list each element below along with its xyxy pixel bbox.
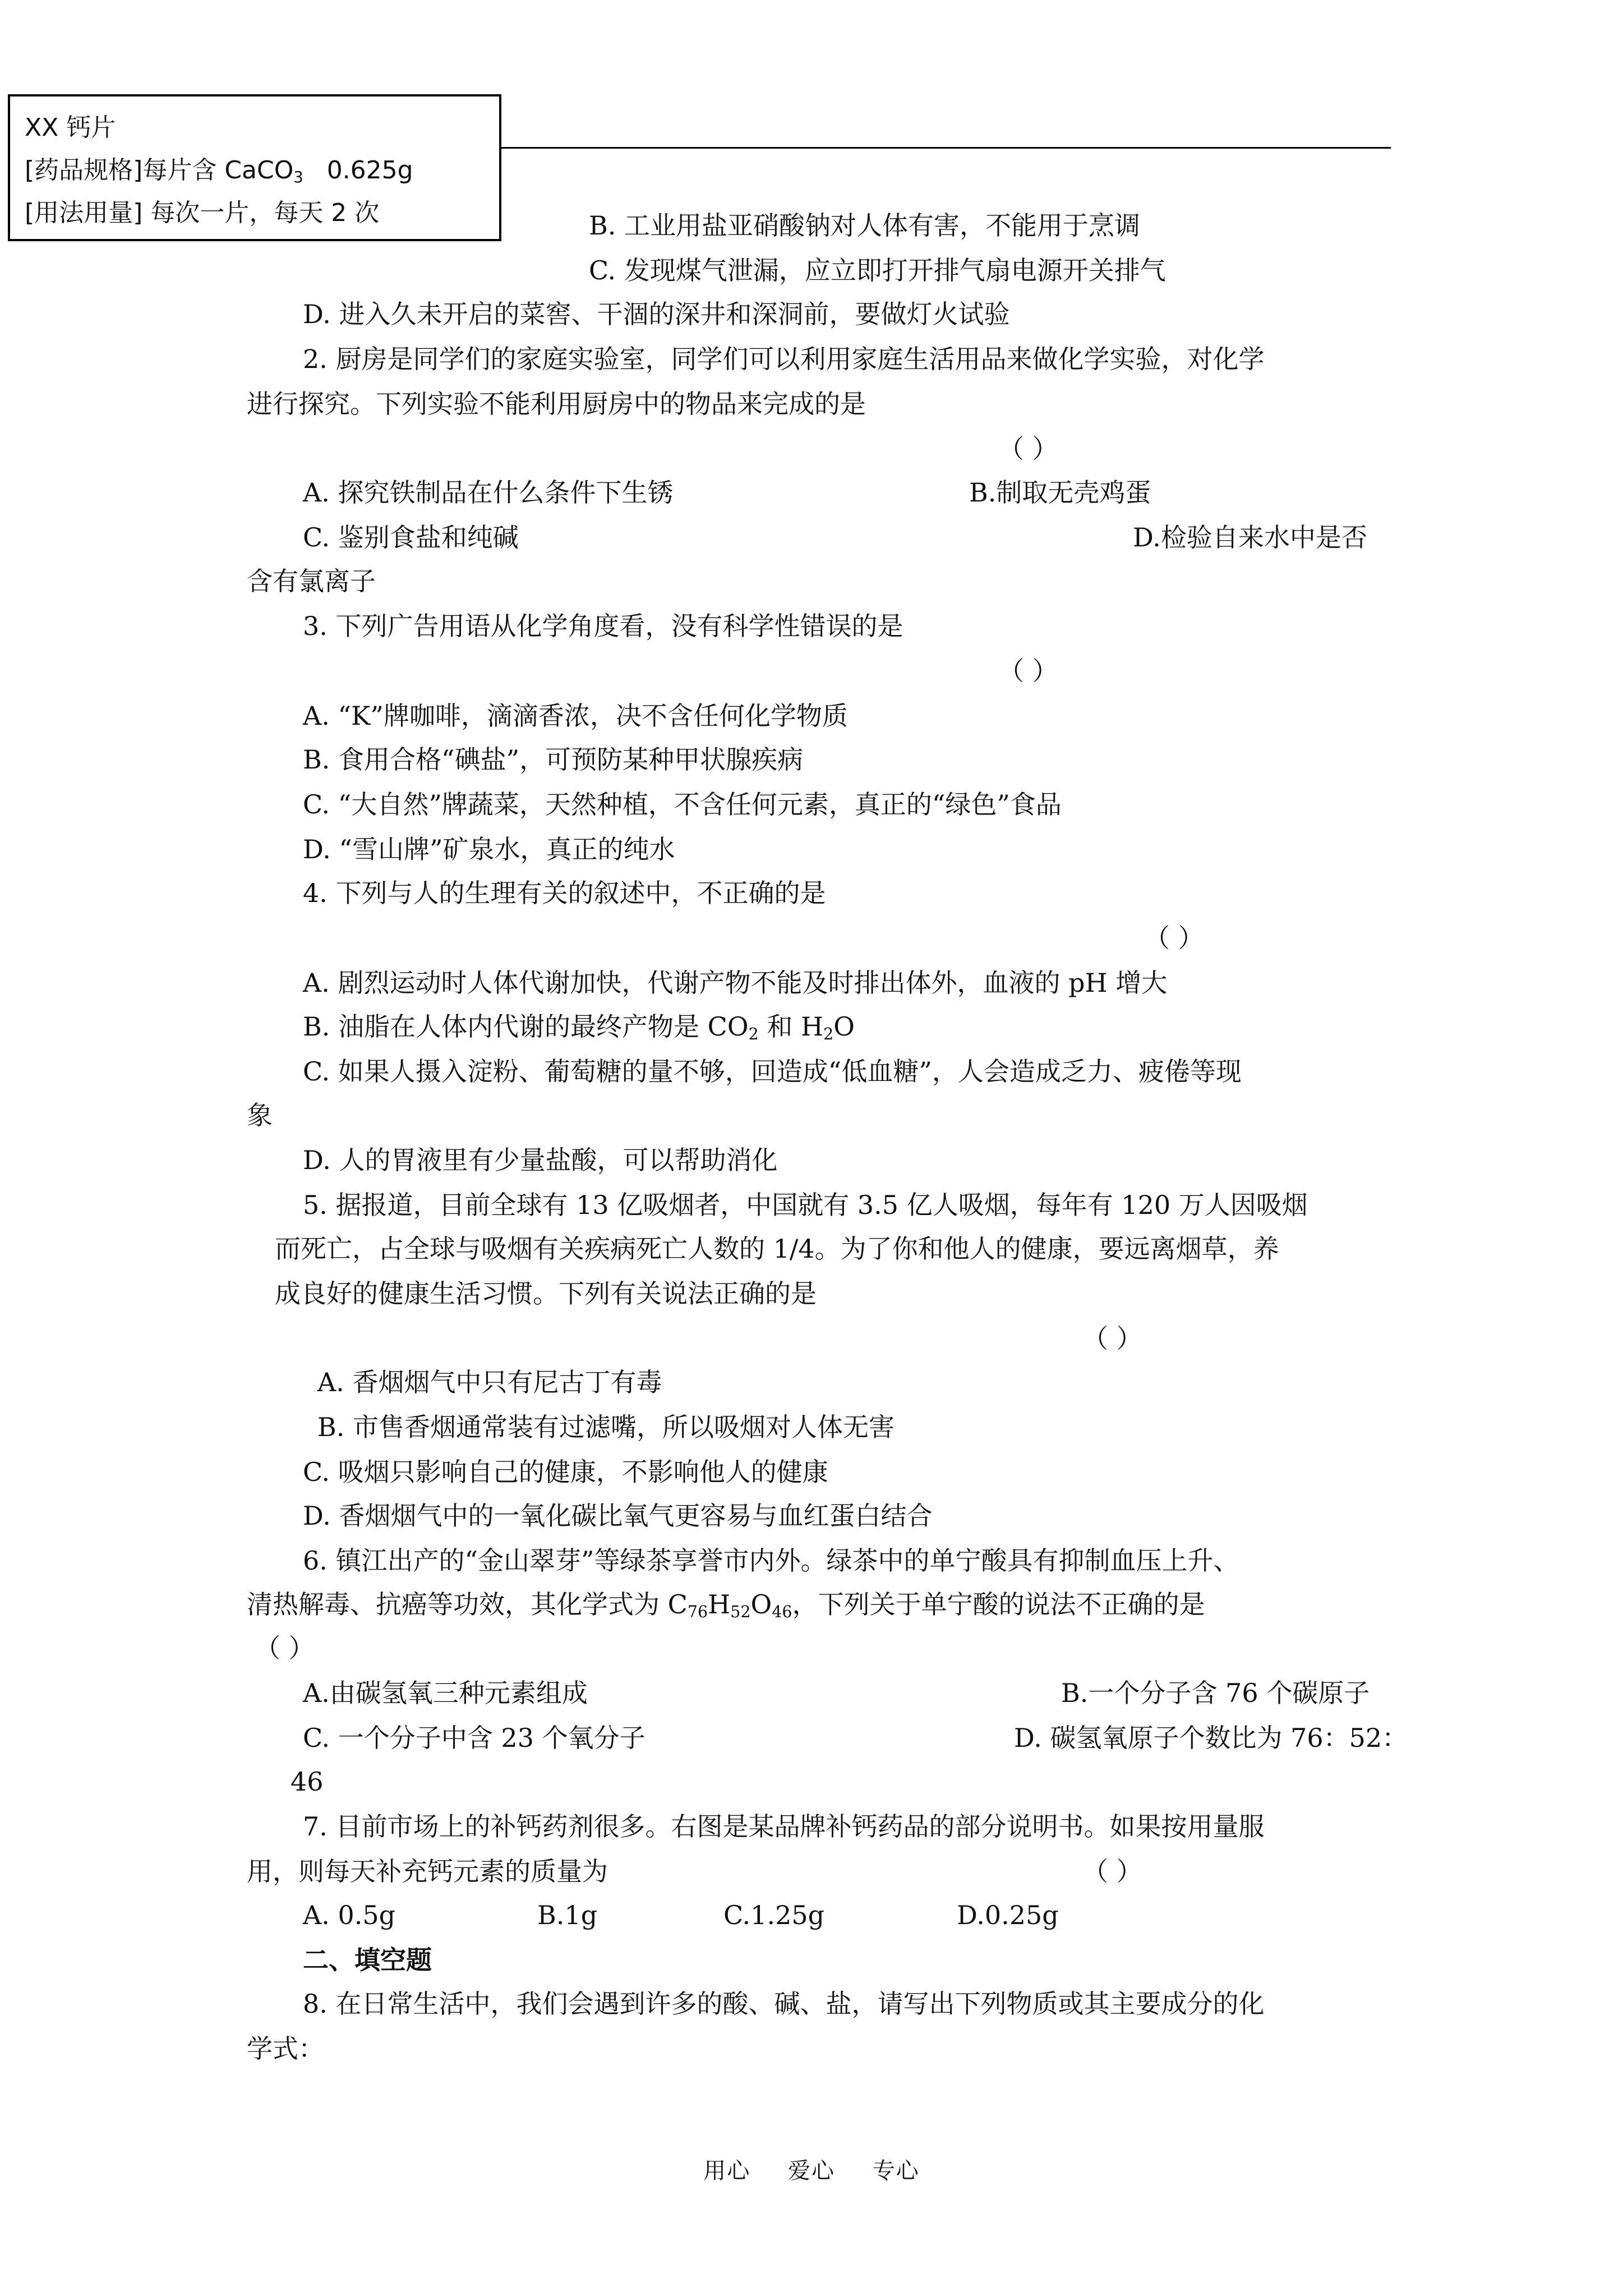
calcium-tablet-label [8,94,501,241]
co2-subscript: 2 [748,1025,759,1044]
q6-option-d-cont: 46 [291,1766,324,1797]
q7-option-c: C.1.25g [723,1900,825,1930]
q2-option-c: C. 鉴别食盐和纯碱 [303,522,519,553]
q2-option-a: A. 探究铁制品在什么条件下生锈 [303,477,674,508]
label-spec-sub: 3 [293,168,303,186]
q4-option-b [303,1010,855,1043]
label-spec [25,149,499,192]
label-spec-value: 0.625g [326,156,413,185]
q6-stem-text: 清热解毒、抗癌等功效，其化学式为 C [247,1589,688,1619]
q2-option-d-cont: 含有氯离子 [247,566,376,596]
q5-stem-line2: 而死亡，占全球与吸烟有关疾病死亡人数的 1/4。为了你和他人的健康，要远离烟草，养 [275,1234,1279,1264]
q2-option-b: B.制取无壳鸡蛋 [969,477,1151,508]
q4-stem: 4. 下列与人的生理有关的叙述中，不正确的是 [303,878,826,908]
oxygen-subscript: 46 [772,1603,792,1622]
q7-option-b: B.1g [537,1900,598,1930]
q6-stem-end: ，下列关于单宁酸的说法不正确的是 [792,1589,1205,1619]
q6-option-c: C. 一个分子中含 23 个氧分子 [303,1723,645,1753]
label-usage: [用法用量] 每次一片，每天 2 次 [25,199,380,227]
q4-option-b-mid: 和 H [758,1011,824,1042]
q2-stem-line1: 2. 厨房是同学们的家庭实验室，同学们可以利用家庭生活用品来做化学实验，对化学 [303,344,1265,374]
q5-option-d: D. 香烟烟气中的一氧化碳比氧气更容易与血红蛋白结合 [303,1501,933,1531]
q5-option-b: B. 市售香烟通常装有过滤嘴，所以吸烟对人体无害 [317,1412,895,1442]
q6-option-b: B.一个分子含 76 个碳原子 [1061,1678,1370,1708]
label-title: XX 钙片 [25,113,116,142]
q2-answer-blank: （ ） [998,434,1058,464]
hydrogen-subscript: 52 [730,1603,751,1622]
q6-answer-blank: （ ） [255,1633,315,1663]
q7-option-a: A. 0.5g [303,1900,396,1930]
carbon-subscript: 76 [687,1603,708,1622]
page-footer [0,2153,1623,2185]
q6-stem-line1: 6. 镇江出产的“金山翠芽”等绿茶享誉市内外。绿茶中的单宁酸具有抑制血压上升、 [303,1545,1239,1576]
q1-option-b: B. 工业用盐亚硝酸钠对人体有害，不能用于烹调 [589,210,1141,241]
q4-option-d: D. 人的胃液里有少量盐酸，可以帮助消化 [303,1145,778,1175]
q4-option-c-cont: 象 [247,1100,273,1130]
q4-option-a: A. 剧烈运动时人体代谢加快，代谢产物不能及时排出体外，血液的 pH 增大 [303,968,1168,998]
q6-stem-line2 [247,1588,1205,1621]
q3-option-a: A. “K”牌咖啡，滴滴香浓，决不含任何化学物质 [303,701,848,731]
q1-option-d: D. 进入久未开启的菜窖、干涸的深井和深洞前，要做灯火试验 [303,299,1010,329]
q3-option-d: D. “雪山牌”矿泉水，真正的纯水 [303,834,675,864]
q7-option-d: D.0.25g [957,1900,1059,1930]
q5-stem-line3: 成良好的健康生活习惯。下列有关说法正确的是 [275,1278,817,1309]
q1-option-c: C. 发现煤气泄漏，应立即打开排气扇电源开关排气 [589,255,1166,286]
q2-option-d: D.检验自来水中是否 [1133,522,1367,553]
q5-answer-blank: （ ） [1082,1323,1142,1354]
q8-stem-line2: 学式： [247,2033,324,2064]
q3-option-c: C. “大自然”牌蔬菜，天然种植，不含任何元素，真正的“绿色”食品 [303,789,1062,820]
q5-stem-line1: 5. 据报道，目前全球有 13 亿吸烟者，中国就有 3.5 亿人吸烟，每年有 120 万人因吸烟 [303,1190,1308,1220]
h2o-subscript: 2 [823,1025,834,1044]
q4-option-c: C. 如果人摄入淀粉、葡萄糖的量不够，回造成“低血糖”，人会造成乏力、疲倦等现 [303,1056,1242,1087]
q7-stem-line2: 用，则每天补充钙元素的质量为 [247,1856,608,1887]
q3-answer-blank: （ ） [998,656,1058,686]
q2-stem-line2: 进行探究。下列实验不能利用厨房中的物品来完成的是 [247,389,866,419]
q4-answer-blank: （ ） [1144,923,1204,953]
q4-option-b-end: O [833,1011,855,1042]
footer-word-1: 用心 [703,2158,751,2184]
q6-option-d: D. 碳氢氧原子个数比为 76：52： [1014,1723,1408,1753]
q3-stem: 3. 下列广告用语从化学角度看，没有科学性错误的是 [303,611,903,641]
q5-option-a: A. 香烟烟气中只有尼古丁有毒 [317,1367,662,1397]
footer-word-2: 爱心 [788,2158,835,2184]
q6-formula-o: O [750,1589,772,1619]
q6-formula-h: H [708,1589,731,1619]
q7-stem-line1: 7. 目前市场上的补钙药剂很多。右图是某品牌补钙药品的部分说明书。如果按用量服 [303,1811,1265,1842]
section-heading-fill-blank: 二、填空题 [303,1945,432,1975]
q3-option-b: B. 食用合格“碘盐”，可预防某种甲状腺疾病 [303,744,804,775]
q4-option-b-text: B. 油脂在人体内代谢的最终产物是 CO [303,1011,749,1042]
label-spec-text: [药品规格]每片含 CaCO [25,156,294,185]
q8-stem-line1: 8. 在日常生活中，我们会遇到许多的酸、碱、盐，请写出下列物质或其主要成分的化 [303,1989,1265,2019]
q5-option-c: C. 吸烟只影响自己的健康，不影响他人的健康 [303,1457,828,1487]
q6-option-a: A.由碳氢氧三种元素组成 [303,1678,588,1708]
q7-answer-blank: （ ） [1082,1856,1142,1887]
footer-word-3: 专心 [872,2158,920,2184]
